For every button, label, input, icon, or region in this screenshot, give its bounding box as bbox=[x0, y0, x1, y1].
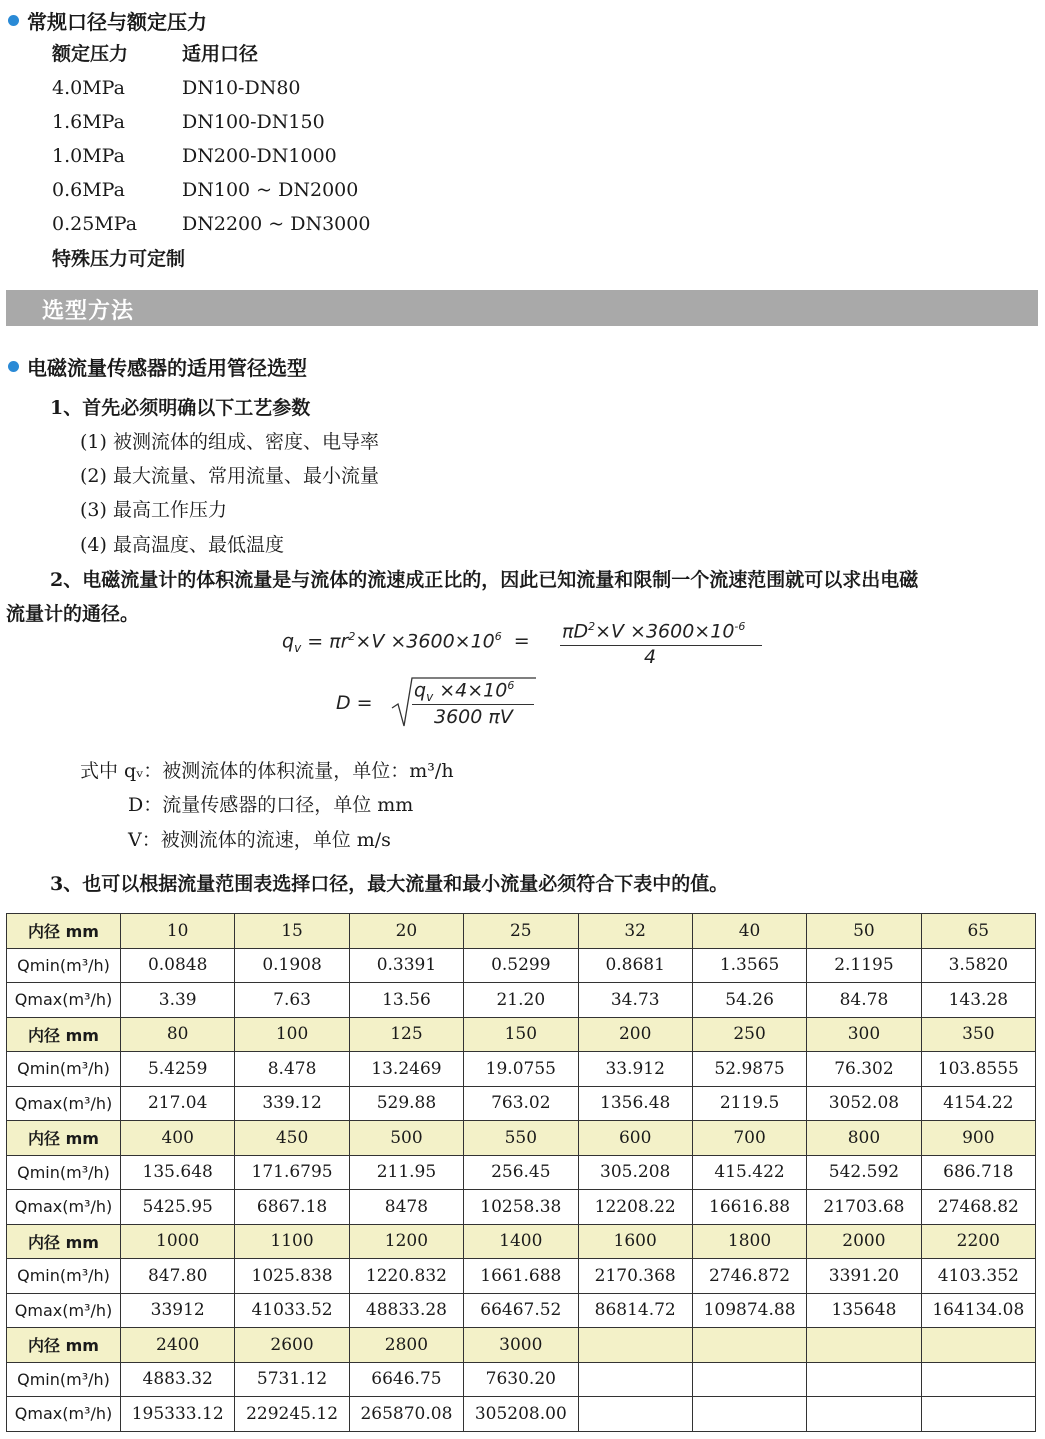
table-cell: 1100 bbox=[235, 1224, 349, 1259]
table-cell: 15 bbox=[235, 914, 349, 949]
formula-pi-d: πD bbox=[562, 620, 589, 643]
qmax-row bbox=[7, 1293, 1036, 1328]
table-cell: 400 bbox=[121, 1121, 235, 1156]
row-label: 内径 mm bbox=[7, 1121, 121, 1156]
formula-denominator: 4 bbox=[644, 646, 657, 668]
table-cell: 686.718 bbox=[921, 1155, 1035, 1190]
table-cell: 54.26 bbox=[692, 983, 806, 1018]
table-cell: 84.78 bbox=[807, 983, 921, 1018]
table-cell: 0.0848 bbox=[121, 948, 235, 983]
table-cell bbox=[807, 1362, 921, 1397]
formula-d-denominator: 3600 πV bbox=[434, 706, 513, 728]
caliber-value: DN200-DN1000 bbox=[182, 145, 337, 167]
table-cell: 1025.838 bbox=[235, 1259, 349, 1294]
table-cell: 700 bbox=[692, 1121, 806, 1156]
section-bar-title: 选型方法 bbox=[42, 299, 135, 324]
table-cell: 900 bbox=[921, 1121, 1035, 1156]
formula-flow-rate bbox=[282, 630, 530, 655]
table-cell: 1800 bbox=[692, 1224, 806, 1259]
table-cell: 450 bbox=[235, 1121, 349, 1156]
formula-d-numerator bbox=[414, 679, 514, 704]
table-cell: 211.95 bbox=[349, 1155, 463, 1190]
qmin-row bbox=[7, 1259, 1036, 1294]
table-cell: 529.88 bbox=[349, 1086, 463, 1121]
qmin-row bbox=[7, 948, 1036, 983]
table-cell: 66467.52 bbox=[464, 1293, 578, 1328]
table-cell: 21.20 bbox=[464, 983, 578, 1018]
table-cell: 10258.38 bbox=[464, 1190, 578, 1225]
formula-d-exp: 2 bbox=[588, 620, 596, 633]
table-cell: 34.73 bbox=[578, 983, 692, 1018]
qmin-row bbox=[7, 1362, 1036, 1397]
table-cell: 150 bbox=[464, 1017, 578, 1052]
formula-eq: = bbox=[513, 630, 530, 653]
row-label: Qmin(m³/h) bbox=[7, 1362, 121, 1397]
table-cell: 33912 bbox=[121, 1293, 235, 1328]
caliber-header: 适用口径 bbox=[182, 43, 259, 65]
formula-num-exp: -6 bbox=[734, 620, 746, 633]
table-cell: 4154.22 bbox=[921, 1086, 1035, 1121]
table-cell: 4883.32 bbox=[121, 1362, 235, 1397]
table-cell: 250 bbox=[692, 1017, 806, 1052]
pressure-header-row bbox=[52, 42, 258, 66]
diameter-row bbox=[7, 1328, 1036, 1363]
table-cell: 50 bbox=[807, 914, 921, 949]
table-cell: 500 bbox=[349, 1121, 463, 1156]
table-cell: 256.45 bbox=[464, 1155, 578, 1190]
definition-d: D：流量传感器的口径，单位 mm bbox=[128, 794, 414, 816]
table-cell: 135648 bbox=[807, 1293, 921, 1328]
param-item: (4) 最高温度、最低温度 bbox=[80, 534, 284, 556]
table-cell: 1000 bbox=[121, 1224, 235, 1259]
table-cell: 3391.20 bbox=[807, 1259, 921, 1294]
table-cell: 229245.12 bbox=[235, 1397, 349, 1432]
diameter-row bbox=[7, 1017, 1036, 1052]
table-cell: 109874.88 bbox=[692, 1293, 806, 1328]
table-cell: 305208.00 bbox=[464, 1397, 578, 1432]
table-cell: 2746.872 bbox=[692, 1259, 806, 1294]
table-cell: 2200 bbox=[921, 1224, 1035, 1259]
row-label: Qmax(m³/h) bbox=[7, 983, 121, 1018]
table-cell: 1200 bbox=[349, 1224, 463, 1259]
table-cell: 16616.88 bbox=[692, 1190, 806, 1225]
pressure-row bbox=[52, 212, 370, 236]
table-cell: 100 bbox=[235, 1017, 349, 1052]
formula-numerator bbox=[562, 620, 745, 642]
pressure-header: 额定压力 bbox=[52, 43, 129, 65]
row-label: 内径 mm bbox=[7, 1224, 121, 1259]
table-cell: 21703.68 bbox=[807, 1190, 921, 1225]
pressure-row bbox=[52, 76, 301, 100]
formula-num-rest: ×V ×3600×10 bbox=[595, 620, 735, 643]
pressure-value: 4.0MPa bbox=[52, 77, 125, 99]
table-cell: 265870.08 bbox=[349, 1397, 463, 1432]
qmin-row bbox=[7, 1155, 1036, 1190]
table-cell: 65 bbox=[921, 914, 1035, 949]
formula-exp: 6 bbox=[494, 630, 502, 643]
table-cell: 164134.08 bbox=[921, 1293, 1035, 1328]
table-cell: 550 bbox=[464, 1121, 578, 1156]
table-cell: 2.1195 bbox=[807, 948, 921, 983]
table-cell bbox=[921, 1397, 1035, 1432]
param-item: (1) 被测流体的组成、密度、电导率 bbox=[80, 431, 379, 453]
table-cell: 1400 bbox=[464, 1224, 578, 1259]
table-cell: 86814.72 bbox=[578, 1293, 692, 1328]
table-cell: 600 bbox=[578, 1121, 692, 1156]
diameter-row bbox=[7, 914, 1036, 949]
table-cell: 13.2469 bbox=[349, 1052, 463, 1087]
table-cell: 8478 bbox=[349, 1190, 463, 1225]
table-cell: 48833.28 bbox=[349, 1293, 463, 1328]
table-cell: 5.4259 bbox=[121, 1052, 235, 1087]
pressure-value: 0.6MPa bbox=[52, 179, 125, 201]
table-cell: 32 bbox=[578, 914, 692, 949]
formula-r-exp: 2 bbox=[348, 630, 356, 643]
row-label: 内径 mm bbox=[7, 1017, 121, 1052]
table-cell: 195333.12 bbox=[121, 1397, 235, 1432]
fraction-line bbox=[560, 645, 762, 646]
table-cell: 2400 bbox=[121, 1328, 235, 1363]
table-cell bbox=[578, 1362, 692, 1397]
qmax-row bbox=[7, 983, 1036, 1018]
table-cell: 13.56 bbox=[349, 983, 463, 1018]
bullet-dot-icon bbox=[8, 15, 19, 26]
table-cell: 847.80 bbox=[121, 1259, 235, 1294]
diameter-row bbox=[7, 1224, 1036, 1259]
formula-qv: q bbox=[282, 630, 295, 653]
pressure-row bbox=[52, 144, 337, 168]
table-cell: 4103.352 bbox=[921, 1259, 1035, 1294]
row-label: 内径 mm bbox=[7, 914, 121, 949]
table-cell: 0.3391 bbox=[349, 948, 463, 983]
table-cell: 0.8681 bbox=[578, 948, 692, 983]
table-cell: 171.6795 bbox=[235, 1155, 349, 1190]
definition-qv: 式中 qᵥ：被测流体的体积流量，单位：m³/h bbox=[80, 760, 454, 782]
table-cell bbox=[692, 1328, 806, 1363]
table-cell: 143.28 bbox=[921, 983, 1035, 1018]
formula-mid: ×V ×3600×10 bbox=[355, 630, 495, 653]
table-cell: 339.12 bbox=[235, 1086, 349, 1121]
caliber-value: DN2200 ~ DN3000 bbox=[182, 213, 371, 235]
table-cell: 25 bbox=[464, 914, 578, 949]
caliber-value: DN10-DN80 bbox=[182, 77, 301, 99]
formula-d-num-exp: 6 bbox=[507, 679, 515, 692]
row-label: Qmin(m³/h) bbox=[7, 1052, 121, 1087]
selection-title bbox=[8, 352, 307, 381]
table-cell: 1.3565 bbox=[692, 948, 806, 983]
table-cell bbox=[921, 1328, 1035, 1363]
table-cell: 542.592 bbox=[807, 1155, 921, 1190]
table-cell: 8.478 bbox=[235, 1052, 349, 1087]
flow-range-table bbox=[6, 913, 1036, 1432]
table-cell: 27468.82 bbox=[921, 1190, 1035, 1225]
table-cell: 10 bbox=[121, 914, 235, 949]
table-cell: 0.5299 bbox=[464, 948, 578, 983]
row-label: Qmin(m³/h) bbox=[7, 948, 121, 983]
table-cell: 135.648 bbox=[121, 1155, 235, 1190]
fraction-line bbox=[412, 704, 534, 705]
table-cell bbox=[692, 1397, 806, 1432]
selection-title-text: 电磁流量传感器的适用管径选型 bbox=[27, 356, 307, 380]
row-label: Qmax(m³/h) bbox=[7, 1293, 121, 1328]
table-cell: 2600 bbox=[235, 1328, 349, 1363]
table-cell: 2000 bbox=[807, 1224, 921, 1259]
table-cell: 1220.832 bbox=[349, 1259, 463, 1294]
table-cell: 3.5820 bbox=[921, 948, 1035, 983]
row-label: Qmax(m³/h) bbox=[7, 1086, 121, 1121]
table-cell: 7.63 bbox=[235, 983, 349, 1018]
qmax-row bbox=[7, 1397, 1036, 1432]
pressure-section-title bbox=[8, 6, 207, 35]
table-cell: 3000 bbox=[464, 1328, 578, 1363]
diameter-row bbox=[7, 1121, 1036, 1156]
table-cell: 3.39 bbox=[121, 983, 235, 1018]
definition-v: V：被测流体的流速，单位 m/s bbox=[128, 829, 391, 851]
qmin-row bbox=[7, 1052, 1036, 1087]
table-cell: 6646.75 bbox=[349, 1362, 463, 1397]
row-label: Qmax(m³/h) bbox=[7, 1190, 121, 1225]
row-label: 内径 mm bbox=[7, 1328, 121, 1363]
row-label: Qmin(m³/h) bbox=[7, 1259, 121, 1294]
table-cell: 6867.18 bbox=[235, 1190, 349, 1225]
table-cell: 1600 bbox=[578, 1224, 692, 1259]
table-cell: 103.8555 bbox=[921, 1052, 1035, 1087]
step-2-line1: 2、电磁流量计的体积流量是与流体的流速成正比的，因此已知流量和限制一个流速范围就可以求出电磁 bbox=[50, 569, 919, 591]
formula-qv-sub: v bbox=[294, 641, 302, 656]
table-cell bbox=[921, 1362, 1035, 1397]
pressure-row bbox=[52, 110, 325, 134]
param-item: (3) 最高工作压力 bbox=[80, 499, 227, 521]
table-cell: 763.02 bbox=[464, 1086, 578, 1121]
table-cell: 217.04 bbox=[121, 1086, 235, 1121]
table-cell: 305.208 bbox=[578, 1155, 692, 1190]
pressure-value: 1.0MPa bbox=[52, 145, 125, 167]
table-cell: 33.912 bbox=[578, 1052, 692, 1087]
caliber-value: DN100 ~ DN2000 bbox=[182, 179, 359, 201]
table-cell: 125 bbox=[349, 1017, 463, 1052]
pressure-row bbox=[52, 178, 358, 202]
formula-d-num-rest: ×4×10 bbox=[433, 679, 508, 702]
table-cell: 40 bbox=[692, 914, 806, 949]
table-cell: 3052.08 bbox=[807, 1086, 921, 1121]
row-label: Qmax(m³/h) bbox=[7, 1397, 121, 1432]
table-cell bbox=[807, 1397, 921, 1432]
table-cell: 350 bbox=[921, 1017, 1035, 1052]
param-item: (2) 最大流量、常用流量、最小流量 bbox=[80, 465, 379, 487]
table-cell: 0.1908 bbox=[235, 948, 349, 983]
table-cell: 20 bbox=[349, 914, 463, 949]
table-cell: 1356.48 bbox=[578, 1086, 692, 1121]
step-1: 1、首先必须明确以下工艺参数 bbox=[50, 397, 311, 419]
pressure-value: 0.25MPa bbox=[52, 213, 138, 235]
table-cell: 200 bbox=[578, 1017, 692, 1052]
formula-pi-r: = πr bbox=[301, 630, 349, 653]
section-bar bbox=[6, 290, 1038, 326]
qmax-row bbox=[7, 1086, 1036, 1121]
pressure-value: 1.6MPa bbox=[52, 111, 125, 133]
caliber-value: DN100-DN150 bbox=[182, 111, 325, 133]
row-label: Qmin(m³/h) bbox=[7, 1155, 121, 1190]
table-cell: 1661.688 bbox=[464, 1259, 578, 1294]
formula-d-qv-sub: v bbox=[426, 690, 434, 705]
table-cell: 5731.12 bbox=[235, 1362, 349, 1397]
table-cell: 19.0755 bbox=[464, 1052, 578, 1087]
step-2-line2: 流量计的通径。 bbox=[6, 603, 140, 625]
qmax-row bbox=[7, 1190, 1036, 1225]
table-cell: 2800 bbox=[349, 1328, 463, 1363]
table-cell: 300 bbox=[807, 1017, 921, 1052]
table-cell bbox=[692, 1362, 806, 1397]
table-cell bbox=[807, 1328, 921, 1363]
formula-d-left: D = bbox=[336, 692, 373, 714]
pressure-section-title-text: 常规口径与额定压力 bbox=[27, 10, 207, 34]
table-cell: 76.302 bbox=[807, 1052, 921, 1087]
step-3: 3、也可以根据流量范围表选择口径，最大流量和最小流量必须符合下表中的值。 bbox=[50, 873, 729, 895]
bullet-dot-icon bbox=[8, 361, 19, 372]
table-cell: 80 bbox=[121, 1017, 235, 1052]
table-cell: 415.422 bbox=[692, 1155, 806, 1190]
table-cell: 2170.368 bbox=[578, 1259, 692, 1294]
table-cell bbox=[578, 1397, 692, 1432]
table-cell: 2119.5 bbox=[692, 1086, 806, 1121]
table-cell: 7630.20 bbox=[464, 1362, 578, 1397]
table-cell: 5425.95 bbox=[121, 1190, 235, 1225]
pressure-note: 特殊压力可定制 bbox=[52, 248, 186, 270]
table-cell: 41033.52 bbox=[235, 1293, 349, 1328]
table-cell: 52.9875 bbox=[692, 1052, 806, 1087]
table-cell: 800 bbox=[807, 1121, 921, 1156]
formula-d-qv: q bbox=[414, 679, 427, 702]
table-cell bbox=[578, 1328, 692, 1363]
table-cell: 12208.22 bbox=[578, 1190, 692, 1225]
